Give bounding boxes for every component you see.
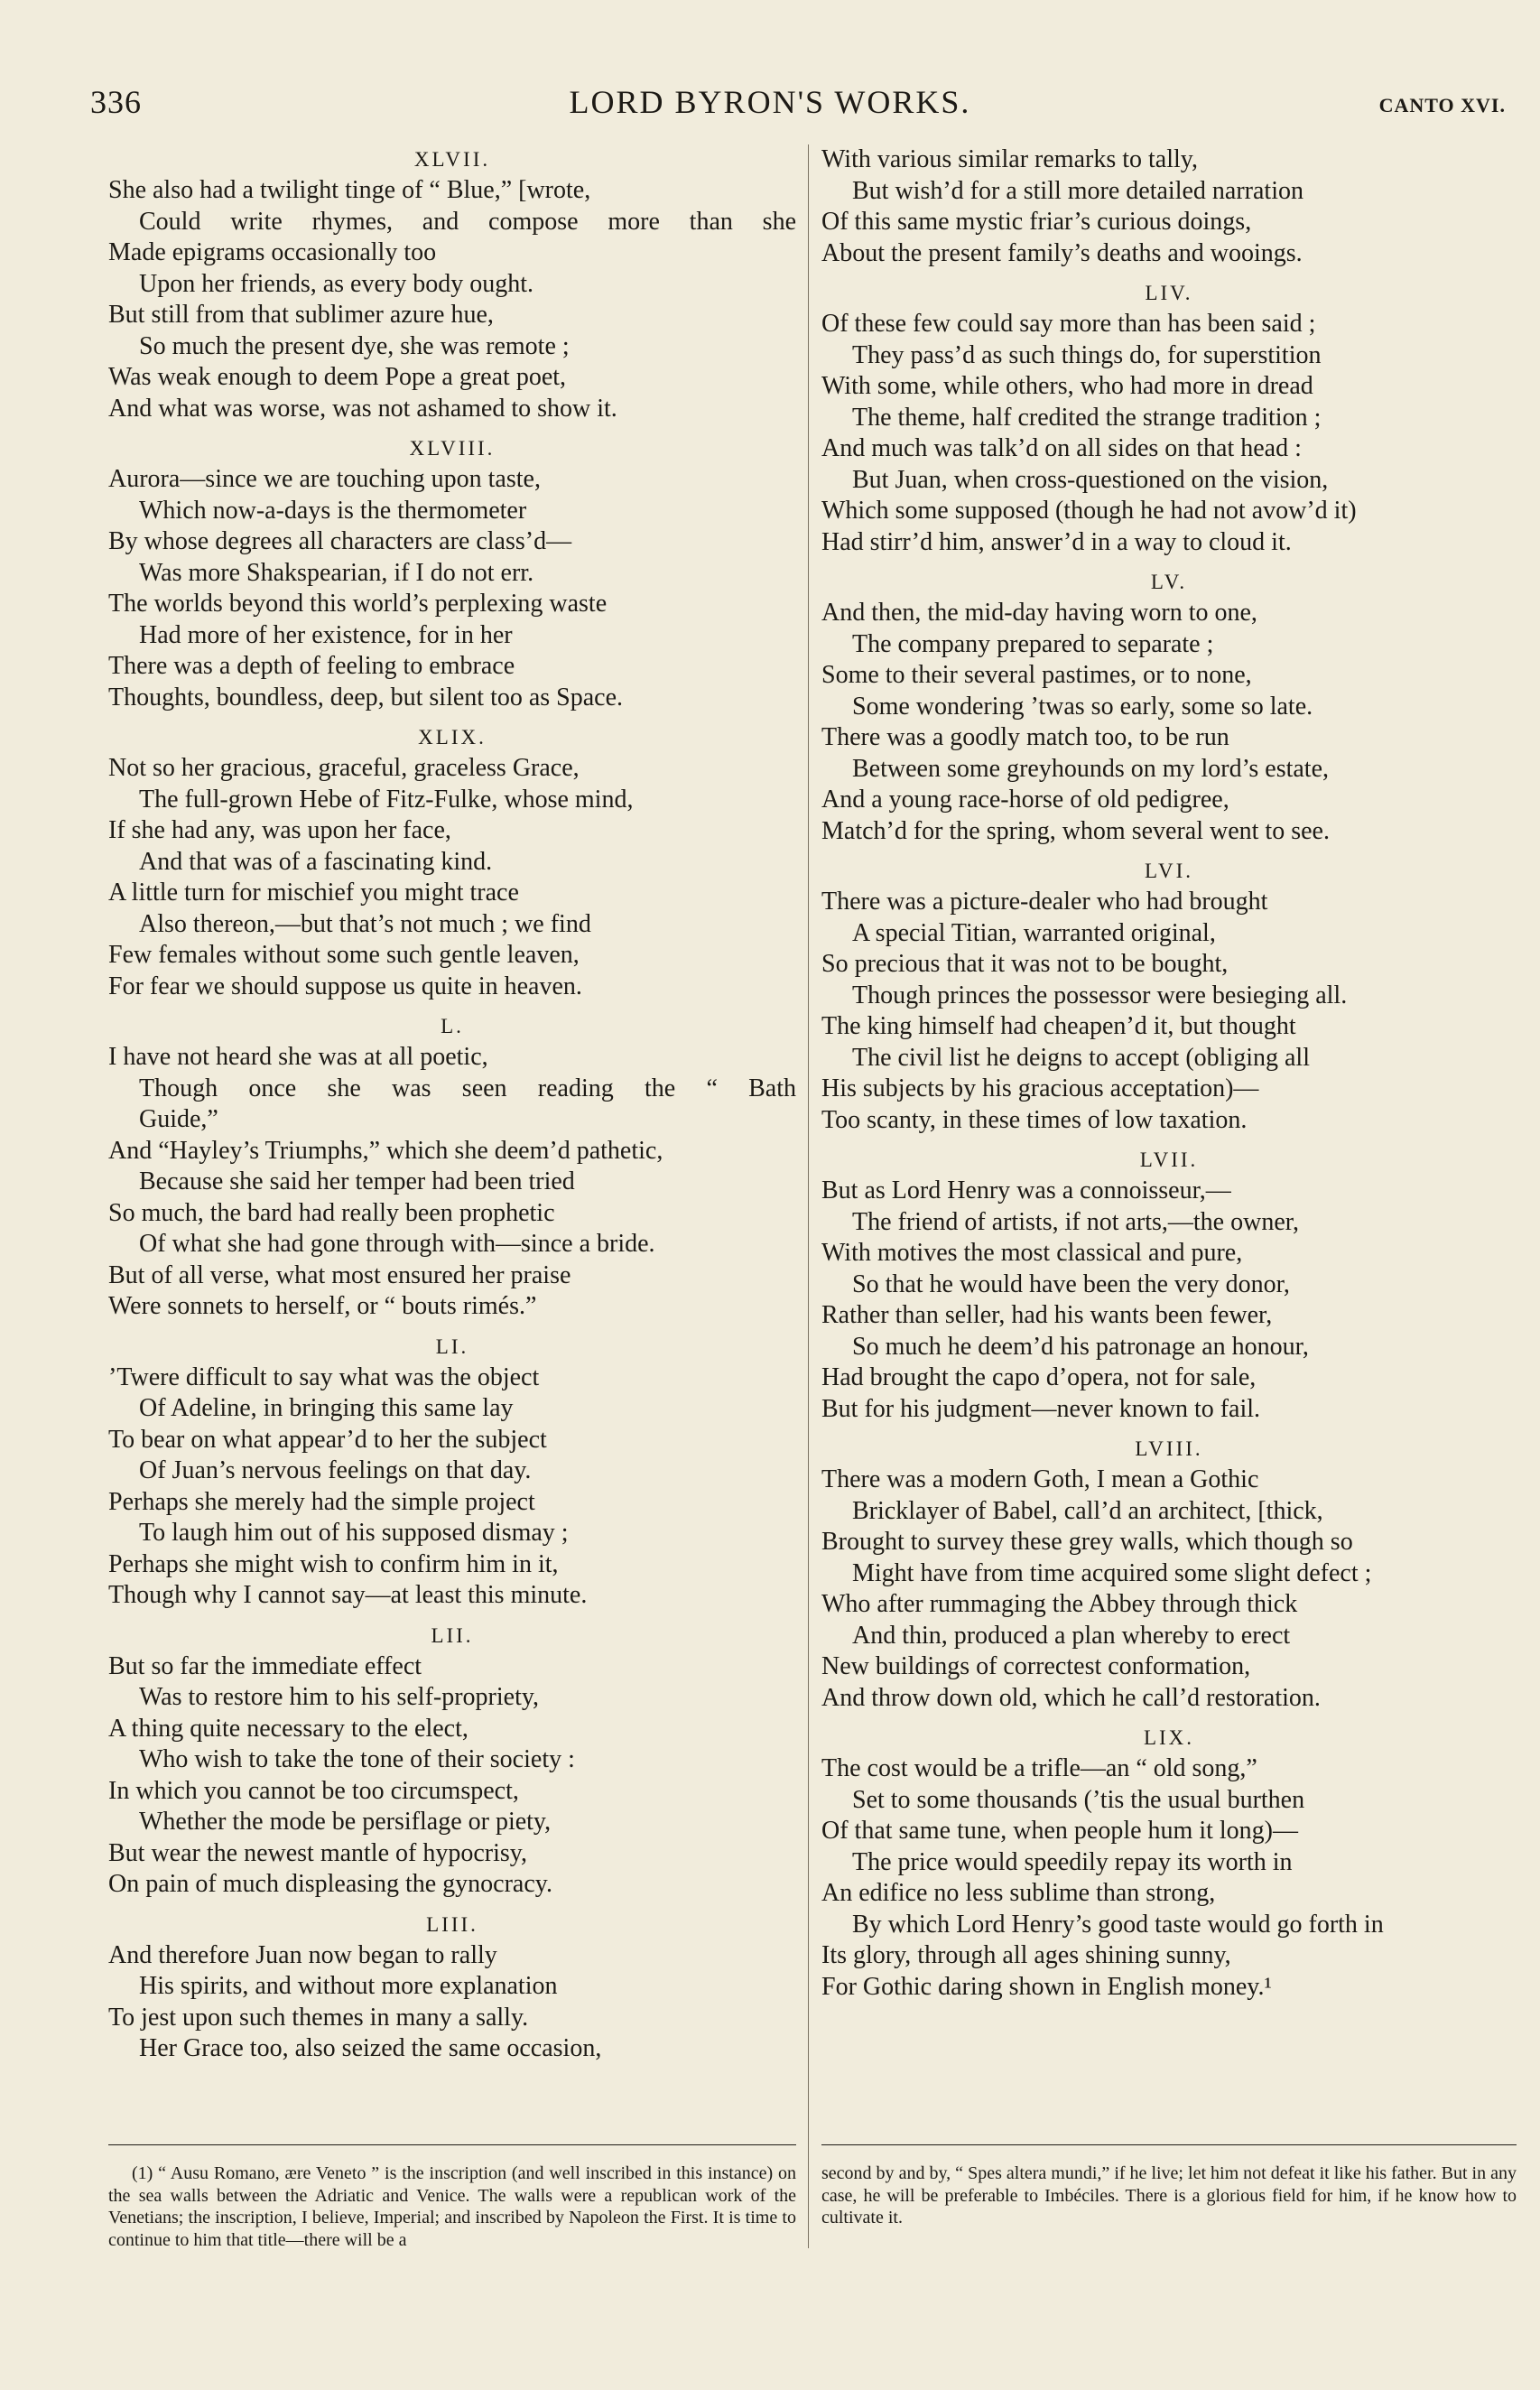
verse-line: In which you cannot be too circumspect, — [108, 1776, 519, 1805]
verse-line: Aurora—since we are touching upon taste, — [108, 465, 541, 493]
verse-line: The price would speedily repay its worth in — [852, 1847, 1293, 1876]
stanza — [108, 1910, 796, 2065]
verse-line: Also thereon,—but that’s not much ; we find — [139, 909, 591, 938]
verse-line: And much was talk’d on all sides on that head : — [821, 434, 1302, 462]
column-divider — [808, 144, 809, 2248]
verse-line: Was more Shakspearian, if I do not err. — [139, 558, 534, 587]
right-column — [821, 144, 1517, 2003]
footnote-rule-right — [821, 2144, 1517, 2145]
running-title: LORD BYRON'S WORKS. — [569, 84, 971, 120]
verse-line: Her Grace too, also seized the same occasion, — [139, 2034, 602, 2062]
stanza-number: LV. — [1150, 571, 1188, 593]
verse-line: There was a picture-dealer who had brought — [821, 888, 1268, 916]
verse-line: His spirits, and without more explanation — [139, 1972, 558, 2000]
stanza-number: LVII. — [1139, 1149, 1199, 1171]
verse-line: And thin, produced a plan whereby to erect — [852, 1621, 1291, 1650]
verse-line: Of Juan’s nervous feelings on that day. — [139, 1456, 532, 1484]
verse-line: Made epigrams occasionally too — [108, 238, 437, 266]
verse-line: Had brought the capo d’opera, not for sale, — [821, 1363, 1257, 1391]
verse-line: She also had a twilight tinge of “ Blue,” [wrote, — [108, 176, 591, 204]
verse-line: There was a depth of feeling to embrace — [108, 652, 515, 680]
stanza-number: LVIII. — [1135, 1437, 1203, 1460]
verse-line: Which now-a-days is the thermometer — [139, 496, 527, 525]
verse-line: But still from that sublimer azure hue, — [108, 301, 494, 329]
verse-line: Set to some thousands (’tis the usual burthen — [852, 1785, 1305, 1814]
verse-line: But wear the newest mantle of hypocrisy, — [108, 1838, 527, 1867]
verse-line: Match’d for the spring, whom several went to see. — [821, 816, 1330, 845]
verse-line: Though princes the possessor were besieging all. — [852, 981, 1348, 1009]
verse-line: An edifice no less sublime than strong, — [821, 1879, 1216, 1907]
stanza — [108, 1621, 796, 1901]
stanza — [821, 856, 1517, 1136]
verse-line: Though once she was seen reading the “ Bath — [139, 1074, 796, 1102]
verse-line: On pain of much displeasing the gynocracy. — [108, 1870, 552, 1898]
verse-line: But Juan, when cross-questioned on the vision, — [852, 465, 1329, 494]
verse-line: But for his judgment—never known to fail. — [821, 1394, 1261, 1423]
stanza — [108, 144, 796, 424]
verse-line: Of that same tune, when people hum it long)— — [821, 1817, 1298, 1845]
verse-line: And then, the mid-day having worn to one, — [821, 599, 1257, 627]
verse-line: A special Titian, warranted original, — [852, 918, 1216, 947]
verse-line: ’Twere difficult to say what was the object — [108, 1362, 540, 1391]
verse-line: To jest upon such themes in many a sally. — [108, 2003, 529, 2032]
left-column — [108, 144, 796, 2065]
verse-line: But so far the immediate effect — [108, 1651, 422, 1680]
verse-line: To laugh him out of his supposed dismay ; — [139, 1519, 569, 1547]
page-number: 336 — [90, 84, 142, 120]
verse-line: There was a goodly match too, to be run — [821, 723, 1229, 751]
verse-line: Had stirr’d him, answer’d in a way to cloud it. — [821, 527, 1292, 556]
verse-line: Bricklayer of Babel, call’d an architect, [thick, — [852, 1496, 1323, 1525]
verse-line: So much he deem’d his patronage an honour, — [852, 1332, 1309, 1361]
canto-label: CANTO XVI. — [1378, 94, 1506, 116]
verse-line: With motives the most classical and pure, — [821, 1239, 1243, 1267]
verse-line: For fear we should suppose us quite in heaven. — [108, 972, 582, 1000]
verse-line: Brought to survey these grey walls, which though so — [821, 1528, 1353, 1556]
verse-line: Could write rhymes, and compose more than she — [139, 207, 796, 236]
stanza — [821, 1434, 1517, 1714]
verse-line: Some to their several pastimes, or to none, — [821, 661, 1252, 689]
verse-line: Of what she had gone through with—since a bride. — [139, 1230, 655, 1258]
verse-line: And throw down old, which he call’d restoration. — [821, 1683, 1321, 1712]
footnote-rule-left — [108, 2144, 796, 2145]
verse-line: Who wish to take the tone of their society : — [139, 1745, 575, 1773]
verse-line: There was a modern Goth, I mean a Gothic — [821, 1465, 1259, 1493]
verse-line: And that was of a fascinating kind. — [139, 847, 493, 876]
verse-line: They pass’d as such things do, for superstition — [852, 340, 1322, 369]
stanza-number: XLVII. — [413, 148, 491, 171]
verse-line: Not so her gracious, graceful, graceless Grace, — [108, 754, 580, 782]
stanza-number: XLIX. — [418, 726, 487, 749]
stanza-number: LIX. — [1143, 1726, 1195, 1749]
stanza — [108, 722, 796, 1002]
verse-line: A little turn for mischief you might trace — [108, 879, 519, 907]
verse-line: Had more of her existence, for in her — [139, 620, 513, 649]
verse-line: Its glory, through all ages shining sunny, — [821, 1941, 1231, 1969]
verse-line: So much the present dye, she was remote ; — [139, 331, 570, 360]
footnote-right: second by and by, “ Spes altera mundi,” if he live; let him not defeat it like his father. But in any case, he will be preferable to Imbéciles. There is a glorious field for him, if he know how to cultivate it. — [821, 2163, 1517, 2227]
verse-line: Though why I cannot say—at least this minute. — [108, 1581, 588, 1609]
verse-line: If she had any, was upon her face, — [108, 816, 451, 844]
stanza — [821, 1145, 1517, 1425]
verse-line: The company prepared to separate ; — [852, 629, 1214, 658]
verse-line: Which some supposed (though he had not avow’d it) — [821, 497, 1357, 525]
verse-line: Of these few could say more than has been said ; — [821, 310, 1316, 338]
page-header — [0, 83, 1540, 128]
verse-line: Because she said her temper had been tried — [139, 1167, 575, 1195]
stanza — [108, 1011, 796, 1323]
stanza — [108, 1332, 796, 1612]
verse-line: Too scanty, in these times of low taxation. — [821, 1105, 1248, 1134]
verse-line: Perhaps she merely had the simple project — [108, 1487, 535, 1516]
stanza-number: LIV. — [1145, 282, 1193, 304]
verse-line: And therefore Juan now began to rally — [108, 1940, 497, 1969]
verse-line: To bear on what appear’d to her the subject — [108, 1425, 547, 1454]
verse-line: Thoughts, boundless, deep, but silent too as Space. — [108, 683, 624, 711]
verse-line: So much, the bard had really been prophetic — [108, 1198, 555, 1227]
verse-line: I have not heard she was at all poetic, — [108, 1043, 488, 1071]
stanza-number: LIII. — [426, 1912, 478, 1936]
stanza — [108, 433, 796, 713]
verse-line: About the present family’s deaths and wooings. — [821, 238, 1303, 267]
stanza-number: LVI. — [1145, 860, 1193, 882]
verse-line: Between some greyhounds on my lord’s estate, — [852, 754, 1330, 783]
verse-line: But as Lord Henry was a connoisseur,— — [821, 1176, 1231, 1204]
verse-line: The king himself had cheapen’d it, but thought — [821, 1012, 1296, 1040]
verse-line: So precious that it was not to be bought, — [821, 950, 1229, 978]
verse-line: Guide,” — [139, 1105, 218, 1133]
stanza — [821, 1723, 1517, 2003]
verse-line: For Gothic daring shown in English money.¹ — [821, 1972, 1272, 2001]
verse-line: Upon her friends, as every body ought. — [139, 269, 534, 298]
verse-line: The civil list he deigns to accept (obliging all — [852, 1043, 1310, 1072]
verse-line: The cost would be a trifle—an “ old song,” — [821, 1754, 1257, 1782]
verse-line: So that he would have been the very donor, — [852, 1269, 1290, 1298]
verse-line: And what was worse, was not ashamed to show it. — [108, 394, 617, 423]
verse-line: But of all verse, what most ensured her praise — [108, 1260, 571, 1289]
verse-line: By whose degrees all characters are class’d— — [108, 527, 572, 555]
verse-line: Of Adeline, in bringing this same lay — [139, 1394, 514, 1422]
verse-line: The worlds beyond this world’s perplexing waste — [108, 590, 608, 618]
verse-line: With some, while others, who had more in dread — [821, 372, 1313, 400]
verse-line: And a young race-horse of old pedigree, — [821, 786, 1229, 814]
stanza — [821, 144, 1517, 269]
verse-line: Of this same mystic friar’s curious doings, — [821, 208, 1252, 236]
verse-line: And “Hayley’s Triumphs,” which she deem’d pathetic, — [108, 1136, 663, 1165]
stanza-number: XLVIII. — [409, 437, 496, 460]
verse-line: Who after rummaging the Abbey through thick — [821, 1590, 1298, 1618]
verse-line: But wish’d for a still more detailed narration — [852, 176, 1303, 205]
verse-line: New buildings of correctest conformation, — [821, 1652, 1251, 1680]
stanza — [821, 278, 1517, 558]
verse-line: Was weak enough to deem Pope a great poet, — [108, 363, 567, 391]
verse-line: Rather than seller, had his wants been fewer, — [821, 1301, 1273, 1329]
verse-line: By which Lord Henry’s good taste would go forth in — [852, 1910, 1384, 1939]
verse-line: A thing quite necessary to the elect, — [108, 1714, 468, 1743]
verse-line: The full-grown Hebe of Fitz-Fulke, whose mind, — [139, 785, 634, 814]
verse-line: Whether the mode be persiflage or piety, — [139, 1808, 552, 1836]
verse-line: Few females without some such gentle leaven, — [108, 941, 580, 969]
stanza-number: LI. — [435, 1334, 469, 1358]
footnote-left: (1) “ Ausu Romano, ære Veneto ” is the inscription (and well inscribed in this instance) on the sea walls between the Adriatic and Venice. The walls were a republican work of the Venetians; the inscription, I believe, Imperial; and inscribed by Napoleon the First. It is time to continue to him that title—there will be a — [108, 2163, 796, 2250]
verse-line: The theme, half credited the strange tradition ; — [852, 403, 1322, 432]
verse-line: Perhaps she might wish to confirm him in it, — [108, 1549, 559, 1578]
verse-line: Might have from time acquired some slight defect ; — [852, 1558, 1372, 1587]
verse-line: Was to restore him to his self-propriety, — [139, 1683, 540, 1711]
stanza-number: L. — [441, 1015, 464, 1037]
verse-line: Some wondering ’twas so early, some so late. — [852, 692, 1313, 721]
verse-line: The friend of artists, if not arts,—the owner, — [852, 1207, 1299, 1236]
verse-line: Were sonnets to herself, or “ bouts rimés.” — [108, 1292, 537, 1320]
verse-line: His subjects by his gracious acceptation)— — [821, 1074, 1259, 1102]
stanza — [821, 567, 1517, 847]
stanza-number: LII. — [431, 1623, 474, 1647]
verse-line: With various similar remarks to tally, — [821, 145, 1198, 173]
